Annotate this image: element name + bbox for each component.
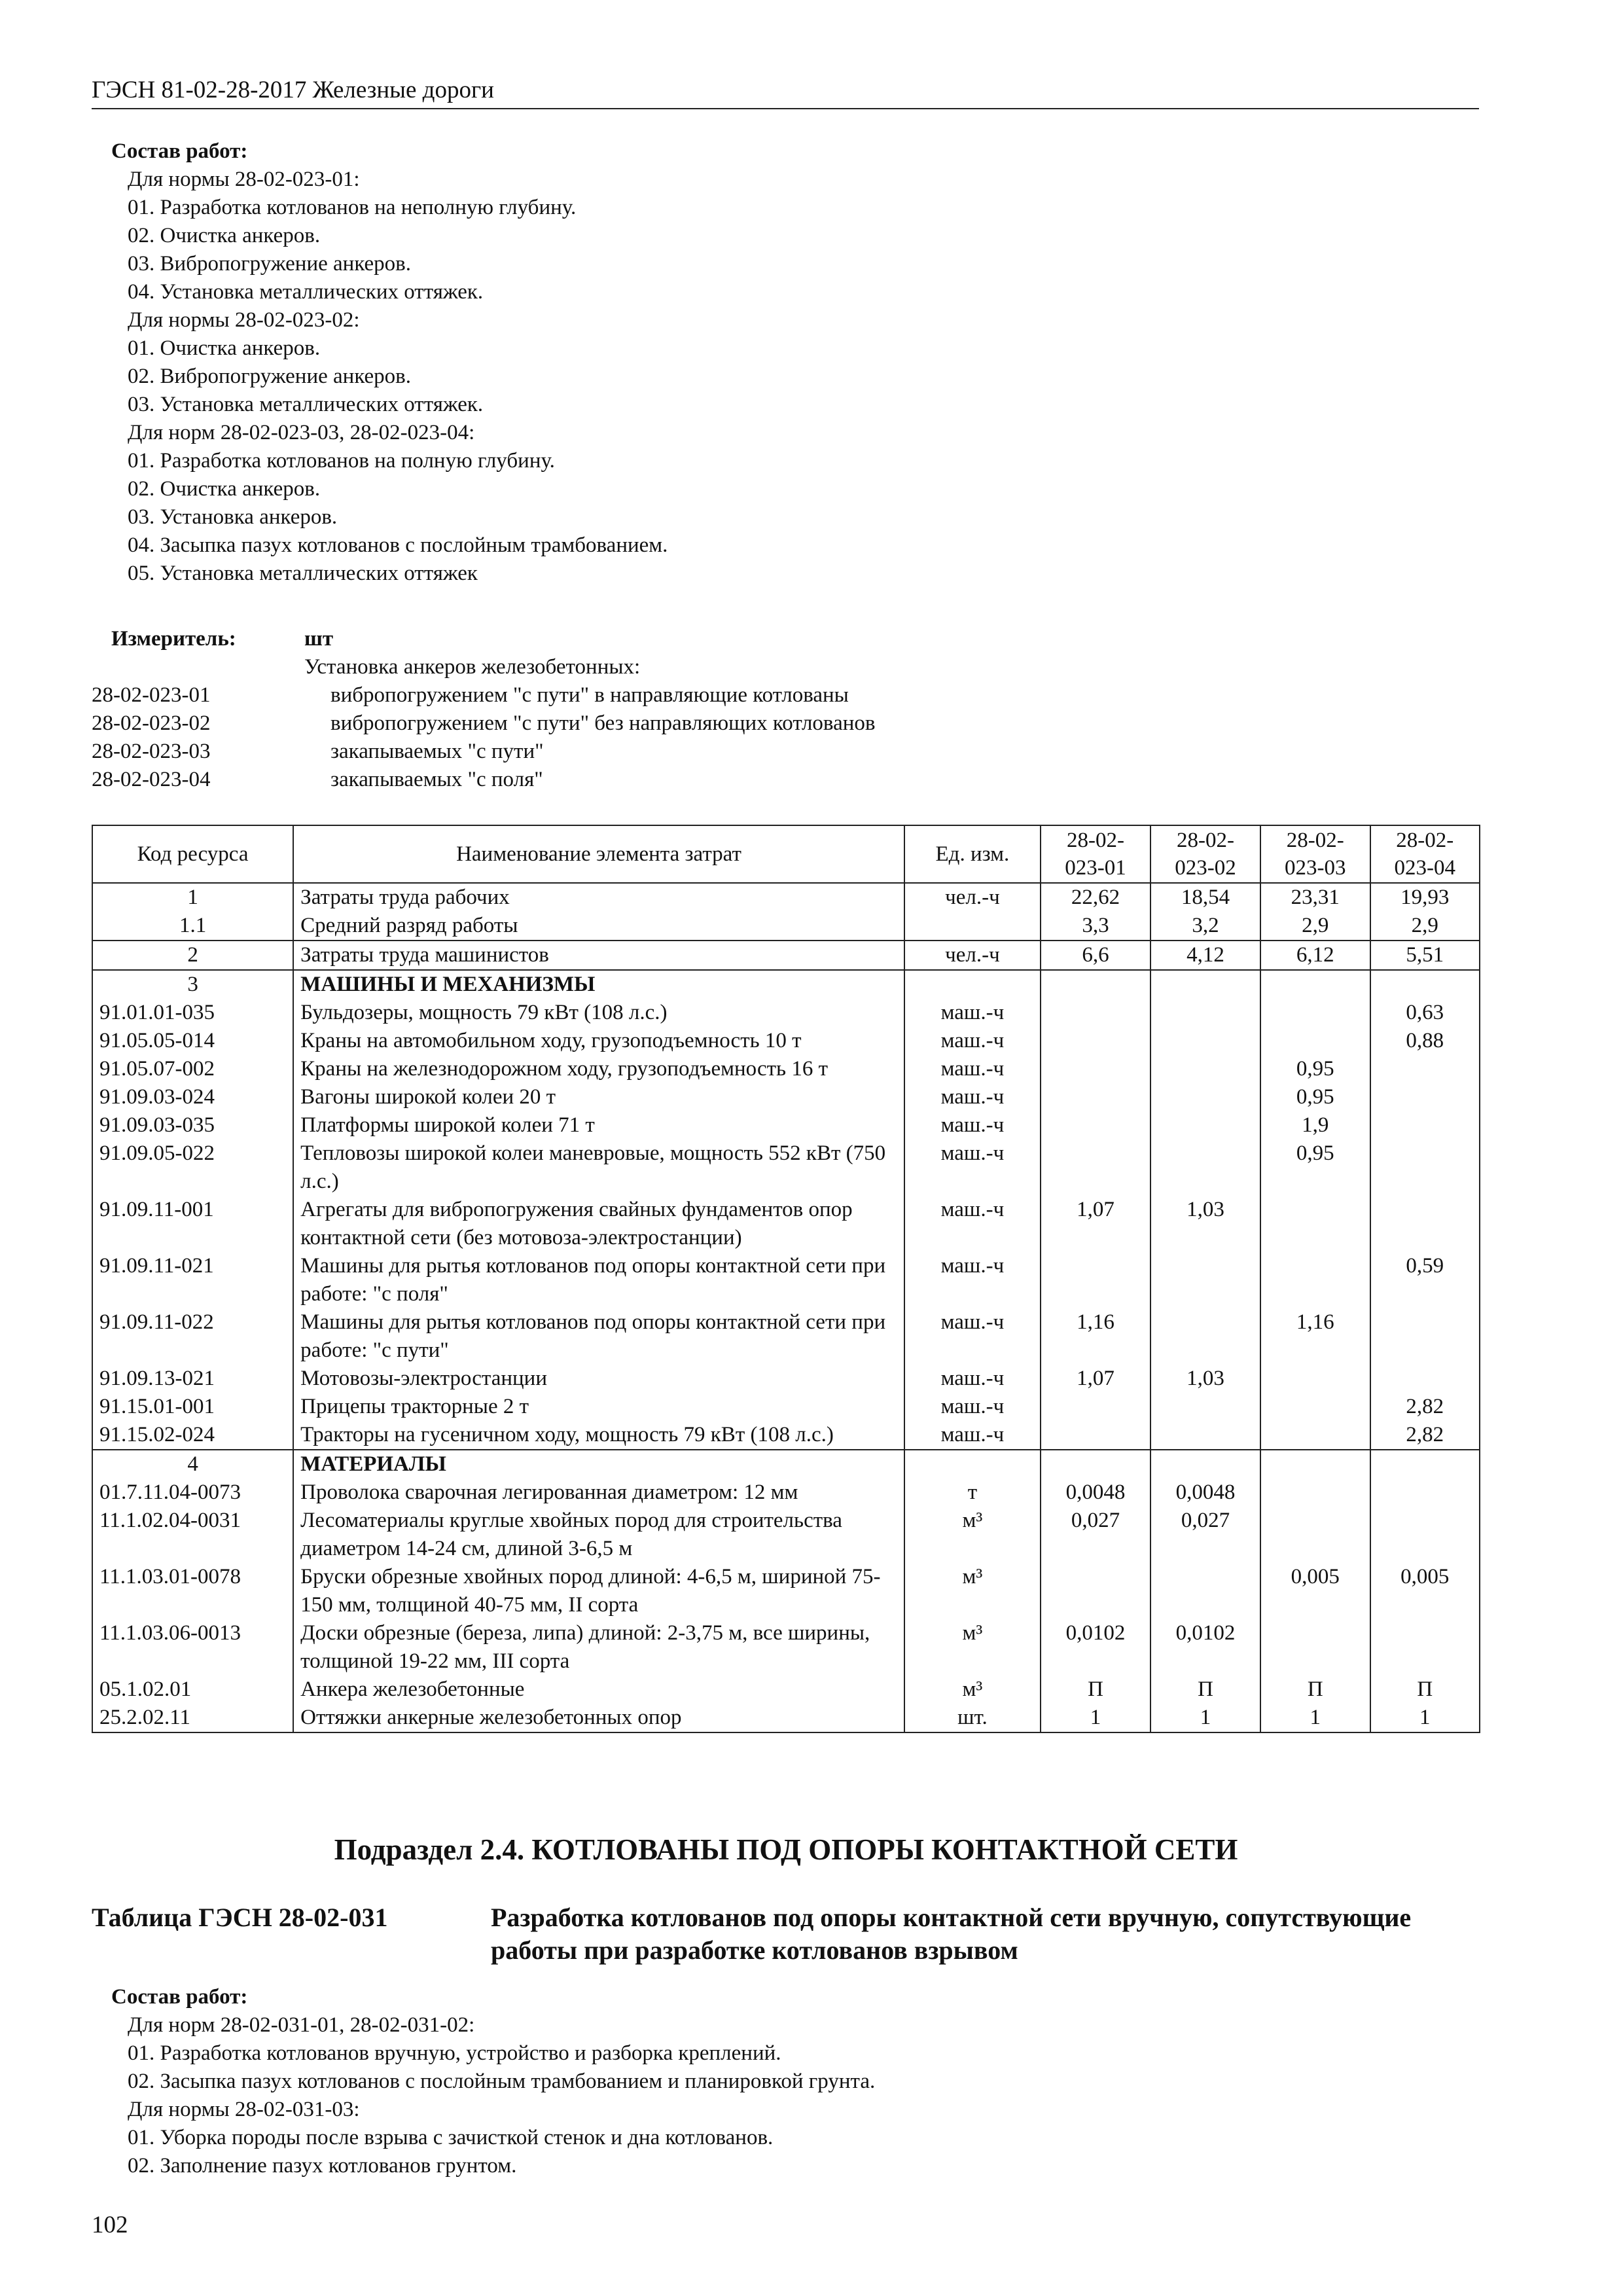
cell-value	[1370, 970, 1480, 999]
cell-value: 23,31	[1260, 883, 1370, 912]
cell-unit: маш.-ч	[904, 1027, 1041, 1055]
cell-unit: маш.-ч	[904, 1055, 1041, 1083]
cell-name: Агрегаты для вибропогружения свайных фундаментов опор контактной сети (без мотовоза-электростанции)	[293, 1196, 904, 1252]
work-item: 04. Установка металлических оттяжек.	[128, 280, 484, 304]
table-row	[92, 1479, 1480, 1507]
work-composition-heading: Состав работ:	[111, 139, 248, 163]
cell-value	[1150, 1111, 1260, 1139]
measure-unit-row	[92, 625, 1479, 653]
table-body	[92, 883, 1480, 1732]
work-item: 02. Засыпка пазух котлованов с послойным трамбованием и планировкой грунта.	[128, 2070, 876, 2093]
cell-code: 91.09.03-035	[92, 1111, 293, 1139]
cell-value	[1260, 1252, 1370, 1308]
table-row	[92, 1619, 1480, 1676]
cell-code: 91.05.05-014	[92, 1027, 293, 1055]
cell-unit: шт.	[904, 1704, 1041, 1732]
cell-unit: маш.-ч	[904, 1421, 1041, 1450]
cell-code: 2	[92, 941, 293, 970]
cell-unit: маш.-ч	[904, 1139, 1041, 1196]
work-item: 02. Очистка анкеров.	[128, 477, 321, 501]
cell-name: Оттяжки анкерные железобетонных опор	[293, 1704, 904, 1732]
header-norm-4: 28-02- 023-04	[1370, 825, 1480, 883]
cell-value: 0,95	[1260, 1139, 1370, 1196]
cell-value: 2,9	[1260, 912, 1370, 941]
table-row	[92, 1055, 1480, 1083]
cell-name: Бульдозеры, мощность 79 кВт (108 л.с.)	[293, 999, 904, 1027]
cell-value: 1	[1041, 1704, 1150, 1732]
cell-value: 1,07	[1041, 1365, 1150, 1393]
cell-code: 91.09.11-001	[92, 1196, 293, 1252]
cell-name: Средний разряд работы	[293, 912, 904, 941]
cell-value: 0,0102	[1041, 1619, 1150, 1676]
work-item: 02. Заполнение пазух котлованов грунтом.	[128, 2154, 517, 2178]
work-item: 03. Вибропогружение анкеров.	[128, 252, 412, 276]
page-number: 102	[92, 2212, 128, 2238]
measure-label: Измеритель:	[111, 627, 236, 651]
page-header: ГЭСН 81-02-28-2017 Железные дороги	[92, 76, 1479, 109]
cell-code: 91.09.11-022	[92, 1308, 293, 1365]
work-item: Для норм 28-02-023-03, 28-02-023-04:	[128, 421, 475, 444]
cell-name: Машины для рытья котлованов под опоры контактной сети при работе: "с поля"	[293, 1252, 904, 1308]
work-item: 02. Очистка анкеров.	[128, 224, 321, 247]
cell-value: 1,07	[1041, 1196, 1150, 1252]
measure-item-code: 28-02-023-02	[92, 711, 211, 735]
cell-unit: маш.-ч	[904, 1365, 1041, 1393]
cell-unit: маш.-ч	[904, 1111, 1041, 1139]
cell-value: 2,9	[1370, 912, 1480, 941]
cell-name: Вагоны широкой колеи 20 т	[293, 1083, 904, 1111]
cell-value	[1150, 1055, 1260, 1083]
cell-value	[1370, 1507, 1480, 1563]
work-item: 01. Очистка анкеров.	[128, 336, 321, 360]
cell-value	[1370, 1139, 1480, 1196]
cell-name: Краны на железнодорожном ходу, грузоподъемность 16 т	[293, 1055, 904, 1083]
measure-item-text: вибропогружением "с пути" без направляющих котлованов	[330, 711, 876, 735]
measure-intro: Установка анкеров железобетонных:	[304, 655, 641, 679]
header-norm-1: 28-02- 023-01	[1041, 825, 1150, 883]
table-row	[92, 1507, 1480, 1563]
cell-value: 2,82	[1370, 1421, 1480, 1450]
cell-value	[1260, 1479, 1370, 1507]
cell-name: Доски обрезные (береза, липа) длиной: 2-3,75 м, все ширины, толщиной 19-22 мм, III сорта	[293, 1619, 904, 1676]
measure-item-code: 28-02-023-01	[92, 683, 211, 707]
cell-name: Проволока сварочная легированная диаметром: 12 мм	[293, 1479, 904, 1507]
cell-value	[1041, 1111, 1150, 1139]
cell-value	[1370, 1450, 1480, 1479]
cell-code: 11.1.02.04-0031	[92, 1507, 293, 1563]
cell-value	[1150, 999, 1260, 1027]
header-norm-2: 28-02- 023-02	[1150, 825, 1260, 883]
cell-value: 0,005	[1260, 1563, 1370, 1619]
cell-value	[1260, 970, 1370, 999]
table-header-row	[92, 825, 1480, 883]
table-row	[92, 1704, 1480, 1732]
cell-name: МАШИНЫ И МЕХАНИЗМЫ	[293, 970, 904, 999]
work-item: Для норм 28-02-031-01, 28-02-031-02:	[128, 2013, 475, 2037]
cell-name: Лесоматериалы круглые хвойных пород для строительства диаметром 14-24 см, длиной 3-6,5 м	[293, 1507, 904, 1563]
work-item: 01. Разработка котлованов на полную глубину.	[128, 449, 555, 473]
cell-name: Затраты труда машинистов	[293, 941, 904, 970]
cell-value	[1370, 1111, 1480, 1139]
table-row	[92, 1676, 1480, 1704]
cell-value: 0,88	[1370, 1027, 1480, 1055]
cell-value: 0,63	[1370, 999, 1480, 1027]
cell-value: 0,0048	[1150, 1479, 1260, 1507]
measure-item-code: 28-02-023-03	[92, 740, 211, 763]
work-composition-list	[92, 166, 1479, 588]
work-item: 01. Уборка породы после взрыва с зачисткой стенок и дна котлованов.	[128, 2126, 774, 2149]
cell-value	[1150, 1308, 1260, 1365]
table2-title: Разработка котлованов под опоры контактной сети вручную, сопутствующие работы при разработке котлованов взрывом	[491, 1903, 1412, 1965]
cell-value	[1150, 1563, 1260, 1619]
cell-value	[1260, 999, 1370, 1027]
cell-value: 6,12	[1260, 941, 1370, 970]
cell-value	[1260, 1421, 1370, 1450]
cell-value	[1041, 1027, 1150, 1055]
cell-value: 19,93	[1370, 883, 1480, 912]
header-code: Код ресурса	[92, 825, 293, 883]
table-row	[92, 1111, 1480, 1139]
cell-value	[1041, 1450, 1150, 1479]
cell-value	[1370, 1055, 1480, 1083]
cell-unit: м³	[904, 1507, 1041, 1563]
cell-value: 2,82	[1370, 1393, 1480, 1421]
work-item: 02. Вибропогружение анкеров.	[128, 365, 412, 388]
cell-value	[1150, 970, 1260, 999]
cell-unit	[904, 912, 1041, 941]
cell-code: 91.15.02-024	[92, 1421, 293, 1450]
measure-item-code: 28-02-023-04	[92, 768, 211, 791]
table-row	[92, 941, 1480, 970]
work-composition	[92, 137, 1479, 588]
cell-unit: маш.-ч	[904, 1196, 1041, 1252]
measure-unit: шт	[304, 627, 334, 651]
work-item: 01. Разработка котлованов вручную, устройство и разборка креплений.	[128, 2041, 781, 2065]
cell-value	[1260, 1365, 1370, 1393]
cell-value: 22,62	[1041, 883, 1150, 912]
cell-unit: м³	[904, 1563, 1041, 1619]
cell-value: 1,03	[1150, 1196, 1260, 1252]
cell-value	[1260, 1507, 1370, 1563]
cell-unit: маш.-ч	[904, 1083, 1041, 1111]
cell-value: 0,95	[1260, 1083, 1370, 1111]
cell-value	[1041, 1393, 1150, 1421]
cell-code: 11.1.03.06-0013	[92, 1619, 293, 1676]
table-row	[92, 1252, 1480, 1308]
work-item: 03. Установка металлических оттяжек.	[128, 393, 484, 416]
cell-value	[1041, 1055, 1150, 1083]
cell-code: 91.01.01-035	[92, 999, 293, 1027]
cell-value	[1041, 1139, 1150, 1196]
measure-item-text: закапываемых "с пути"	[330, 740, 544, 763]
cell-value	[1041, 999, 1150, 1027]
cell-code: 91.09.13-021	[92, 1365, 293, 1393]
work-item: Для нормы 28-02-023-01:	[128, 168, 360, 191]
cell-value	[1150, 1252, 1260, 1308]
cell-value	[1370, 1308, 1480, 1365]
cell-unit: чел.-ч	[904, 941, 1041, 970]
measure-item	[92, 681, 1479, 709]
cell-code: 25.2.02.11	[92, 1704, 293, 1732]
cell-value: П	[1150, 1676, 1260, 1704]
cell-name: Прицепы тракторные 2 т	[293, 1393, 904, 1421]
cell-value: 0,59	[1370, 1252, 1480, 1308]
header-unit: Ед. изм.	[904, 825, 1041, 883]
table-row	[92, 999, 1480, 1027]
measure-item	[92, 709, 1479, 738]
cell-value	[1041, 1252, 1150, 1308]
cell-value	[1150, 1393, 1260, 1421]
cell-unit: маш.-ч	[904, 1393, 1041, 1421]
cell-code: 91.09.03-024	[92, 1083, 293, 1111]
cell-code: 1	[92, 883, 293, 912]
cell-value: 1,16	[1041, 1308, 1150, 1365]
measure-item-text: вибропогружением "с пути" в направляющие котлованы	[330, 683, 849, 707]
cell-value: 0,005	[1370, 1563, 1480, 1619]
cell-unit: т	[904, 1479, 1041, 1507]
cell-unit: маш.-ч	[904, 999, 1041, 1027]
measure-item-text: закапываемых "с поля"	[330, 768, 543, 791]
cell-value	[1041, 1083, 1150, 1111]
cell-unit: м³	[904, 1619, 1041, 1676]
cell-value: 18,54	[1150, 883, 1260, 912]
table-row	[92, 1421, 1480, 1450]
table2-label: Таблица ГЭСН 28-02-031	[92, 1903, 388, 1932]
cell-value	[1150, 1450, 1260, 1479]
cell-name: МАТЕРИАЛЫ	[293, 1450, 904, 1479]
work-composition-2	[92, 1983, 1479, 2180]
cell-value	[1041, 970, 1150, 999]
table-row	[92, 1450, 1480, 1479]
cell-name: Бруски обрезные хвойных пород длиной: 4-6,5 м, шириной 75-150 мм, толщиной 40-75 мм, II сорта	[293, 1563, 904, 1619]
cell-value: 1,03	[1150, 1365, 1260, 1393]
cell-value	[1370, 1196, 1480, 1252]
cell-value: 0,027	[1150, 1507, 1260, 1563]
cell-value	[1370, 1365, 1480, 1393]
cell-value	[1260, 1619, 1370, 1676]
table-row	[92, 1308, 1480, 1365]
measure-item	[92, 738, 1479, 766]
cell-code: 91.15.01-001	[92, 1393, 293, 1421]
cell-name: Тракторы на гусеничном ходу, мощность 79 кВт (108 л.с.)	[293, 1421, 904, 1450]
cell-code: 05.1.02.01	[92, 1676, 293, 1704]
cell-code: 91.09.11-021	[92, 1252, 293, 1308]
cell-value: 1	[1370, 1704, 1480, 1732]
table-row	[92, 1393, 1480, 1421]
cell-value: 5,51	[1370, 941, 1480, 970]
table-row	[92, 1365, 1480, 1393]
cell-value	[1150, 1139, 1260, 1196]
cell-code: 91.05.07-002	[92, 1055, 293, 1083]
cell-value	[1150, 1027, 1260, 1055]
table-row	[92, 1027, 1480, 1055]
cell-code: 01.7.11.04-0073	[92, 1479, 293, 1507]
cell-value: 1,16	[1260, 1308, 1370, 1365]
cell-value: 0,027	[1041, 1507, 1150, 1563]
work-item: Для нормы 28-02-031-03:	[128, 2098, 360, 2121]
measure-section	[92, 625, 1479, 794]
cell-value	[1260, 1027, 1370, 1055]
cell-unit	[904, 970, 1041, 999]
work-composition-2-heading: Состав работ:	[111, 1985, 248, 2009]
cell-name: Тепловозы широкой колеи маневровые, мощность 552 кВт (750 л.с.)	[293, 1139, 904, 1196]
cell-value	[1150, 1083, 1260, 1111]
cell-unit	[904, 1450, 1041, 1479]
work-item: 04. Засыпка пазух котлованов с послойным трамбованием.	[128, 533, 668, 557]
cell-name: Краны на автомобильном ходу, грузоподъемность 10 т	[293, 1027, 904, 1055]
cell-name: Затраты труда рабочих	[293, 883, 904, 912]
table-row	[92, 1196, 1480, 1252]
table-row	[92, 912, 1480, 941]
cell-name: Машины для рытья котлованов под опоры контактной сети при работе: "с пути"	[293, 1308, 904, 1365]
cell-value	[1260, 1393, 1370, 1421]
table-row	[92, 1139, 1480, 1196]
work-item: Для нормы 28-02-023-02:	[128, 308, 360, 332]
table-row	[92, 883, 1480, 912]
cell-value: 1	[1150, 1704, 1260, 1732]
cell-name: Платформы широкой колеи 71 т	[293, 1111, 904, 1139]
cell-unit: м³	[904, 1676, 1041, 1704]
cell-code: 1.1	[92, 912, 293, 941]
table-row	[92, 1083, 1480, 1111]
cell-value: 1	[1260, 1704, 1370, 1732]
cell-unit: маш.-ч	[904, 1308, 1041, 1365]
cell-value: 3,3	[1041, 912, 1150, 941]
work-item: 05. Установка металлических оттяжек	[128, 562, 478, 585]
cell-code: 3	[92, 970, 293, 999]
cell-value	[1150, 1421, 1260, 1450]
cell-unit: маш.-ч	[904, 1252, 1041, 1308]
cell-code: 4	[92, 1450, 293, 1479]
work-item: 01. Разработка котлованов на неполную глубину.	[128, 196, 577, 219]
measure-intro-row	[92, 653, 1479, 681]
table-row	[92, 1563, 1480, 1619]
cell-value: 6,6	[1041, 941, 1150, 970]
cell-value	[1041, 1563, 1150, 1619]
cell-value	[1041, 1421, 1150, 1450]
work-item: 03. Установка анкеров.	[128, 505, 338, 529]
cell-value: 4,12	[1150, 941, 1260, 970]
cell-name: Анкера железобетонные	[293, 1676, 904, 1704]
measure-items	[92, 681, 1479, 794]
header-norm-3: 28-02- 023-03	[1260, 825, 1370, 883]
measure-item	[92, 766, 1479, 794]
cell-value	[1370, 1619, 1480, 1676]
cell-value: П	[1041, 1676, 1150, 1704]
resource-table	[92, 825, 1480, 1733]
cell-value	[1260, 1450, 1370, 1479]
cell-value: П	[1370, 1676, 1480, 1704]
work-composition-2-list	[92, 2011, 1479, 2180]
cell-code: 11.1.03.01-0078	[92, 1563, 293, 1619]
subsection-title: Подраздел 2.4. КОТЛОВАНЫ ПОД ОПОРЫ КОНТАКТНОЙ СЕТИ	[334, 1833, 1238, 1866]
cell-value: 0,95	[1260, 1055, 1370, 1083]
cell-value: 1,9	[1260, 1111, 1370, 1139]
cell-value	[1370, 1479, 1480, 1507]
cell-value: 0,0102	[1150, 1619, 1260, 1676]
cell-name: Мотовозы-электростанции	[293, 1365, 904, 1393]
header-name: Наименование элемента затрат	[293, 825, 904, 883]
cell-value	[1370, 1083, 1480, 1111]
cell-value: П	[1260, 1676, 1370, 1704]
cell-value: 0,0048	[1041, 1479, 1150, 1507]
cell-value	[1260, 1196, 1370, 1252]
cell-unit: чел.-ч	[904, 883, 1041, 912]
cell-code: 91.09.05-022	[92, 1139, 293, 1196]
table-row	[92, 970, 1480, 999]
cell-value: 3,2	[1150, 912, 1260, 941]
